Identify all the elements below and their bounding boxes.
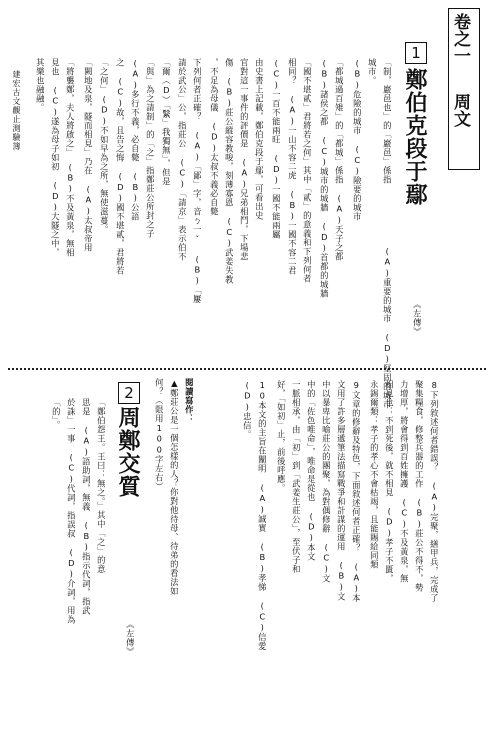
section-2-source: 《左傳》 — [125, 620, 136, 656]
s1-q8-line-1: 「爾（D）「繄」我獨無」，但是 — [161, 58, 172, 187]
section-1-title: 鄭伯克段于鄢 — [402, 68, 427, 206]
lr-line-16: (D)忠信。 — [242, 380, 253, 440]
s1-q5-line-1: 由史書上記載，鄭伯克段于鄢，可看出史 — [254, 58, 265, 220]
s1-q1-line-1: 「制，巖邑也」的「巖邑」係指 — [382, 58, 393, 184]
section-1-number-box — [405, 42, 427, 64]
reading-prompt-line-1: ▲鄭莊公是一個怎樣的人？你對他待母、待弟的看法如 — [169, 378, 180, 596]
s1-q6-line-1: ，不足為母儀 (D)太叔不義必自斃 — [209, 58, 220, 217]
s1-q1-line-2: 城市。 — [367, 58, 378, 85]
lr-line-8: 永錫爾類：孝子的孝心不會枯竭，且能賜給同類 — [369, 380, 380, 569]
s1-q9-line-3: 之 (C)故，且告之悔 (D)國不堪貳，君將若 — [115, 58, 126, 276]
s1-q5-line-3: 傷 (B)莊公縱容教唆，刻薄寡恩 (C)武姜失教 — [224, 58, 235, 285]
s1-q7-line-2: 請於武公」公，指莊公 (C)「請京」表示伯不 — [177, 58, 188, 262]
lr-line-11: 中以暴卑比喻莊公的團聚，為對偶修辭 (C)文 — [321, 380, 332, 584]
lr-line-15: 10本文的主旨在闡明 (A)誠實 (B)孝悌 (C)信愛 — [257, 380, 268, 651]
s2-q1-line-1: 「鄭伯怨王。王曰：無之。」其中「之」的意 — [96, 398, 107, 574]
s1-q1-extra: (A)重要的城市 (D)堅固的城市 — [382, 246, 393, 410]
s2-q1-line-2: 思是 (A)語助詞，無義 (B)指示代詞，指武 — [81, 398, 92, 616]
cont-line-3: 其樂也融融。 — [35, 58, 46, 112]
cont-line-1: 「將襲鄭，夫人將啟之」 (B)不及黃泉，無相 — [65, 58, 76, 257]
s1-q1-line-3: (B)危險的城市 (C)險要的城市 — [352, 58, 363, 222]
cont-line-2: 見也 (C)遂為母子如初 (D)大隧之中， — [50, 58, 61, 258]
lr-line-12: 中的「佐色唯命」，唯命是從也 (D)本文 — [306, 380, 317, 561]
dynasty-label: 周文 — [450, 93, 470, 127]
s1-q10-line-1: 「之何」(D)不如早為之所，無使滋蔓。 — [99, 58, 110, 235]
section-2-title: 周鄭交質 — [115, 406, 140, 498]
volume-header-box — [448, 8, 480, 170]
s1-q4-line-1: (C)一百不能兩旺 (D)一國不能兩屬 — [271, 58, 282, 240]
volume-label: 卷之一 — [450, 13, 470, 64]
section-2-number: 2 — [124, 384, 134, 402]
lr-line-13: 一脈相承，由「初」到「武姜生莊公」，至伏子和 — [291, 380, 302, 574]
s1-q3-line-2: 相同？ (A)一山不容二虎 (B)一國不容二君 — [287, 58, 298, 276]
section-divider — [8, 368, 486, 370]
s2-q1-line-3: 於誅」一事 (C)代詞，指誤叔 (D)介詞，用為 — [66, 398, 77, 625]
s1-q9-line-2: (A)多行不義，必自斃 (B)公語 — [130, 58, 141, 222]
footer-note: 建宏古文觀止測驗簿 — [12, 70, 21, 151]
section-1-number: 1 — [411, 44, 421, 62]
s1-q5-line-2: 官對這一事件的評價是 (A)兄弟相鬥，下場悲 — [239, 58, 250, 262]
reading-prompt-heading: 閱讀寫作： — [184, 378, 195, 423]
s1-q9-line-1: 「與」為之請制」的「之」指鄭莊公所封之子 — [145, 58, 156, 238]
lr-line-5: 聚集糧食，修整兵器的工作 (B)莊公不得不，勢 — [414, 380, 425, 593]
section-1-source: 《左傳》 — [412, 300, 423, 336]
lr-line-10: 文用了許多層遞筆法描寫戰爭和計謀的運用 (B)文 — [336, 380, 347, 602]
lr-line-6: 力增厚，將會得到百姓擁護 (C)不及黃泉，無 — [399, 380, 410, 584]
s1-q3-line-1: 「國不堪貳」君將若之何」其中「貳」的意義和下列何者 — [302, 58, 313, 283]
lr-line-7: 相見也：不到死後，就不相見 (D)孝子不匱， — [384, 380, 395, 584]
s2-q1-line-4: 「的」。 — [51, 398, 62, 430]
lr-line-4: 8下列敘述何者錯誤？ (A)完聚，繕甲兵，完成了 — [429, 380, 440, 603]
s1-q11-line-1: 「闕地及泉，隧而相見」乃在 (A)太叔帝用 — [83, 58, 94, 253]
lr-line-9: 9文章的修辭及特色，下面敘述何者正確？ (A)本 — [351, 380, 362, 603]
s1-q7-line-1: 下列何者正確？ (A)「鄙」字，音ㄅ一ˇ (B)「屢 — [192, 58, 203, 304]
section-2-number-box — [118, 382, 140, 404]
s1-q2-line-1: 「都城過百雉」的「都城」係指 (A)天子之都 — [334, 58, 345, 262]
reading-prompt-line-2: 何？（限用100字左右） — [154, 378, 165, 492]
lr-line-14: 好，「如初」止，前後呼應。 — [276, 380, 287, 493]
s1-q2-line-2: (B)諸侯之都 (C)城市的城牆 (D)首都的城牆 — [319, 58, 330, 299]
